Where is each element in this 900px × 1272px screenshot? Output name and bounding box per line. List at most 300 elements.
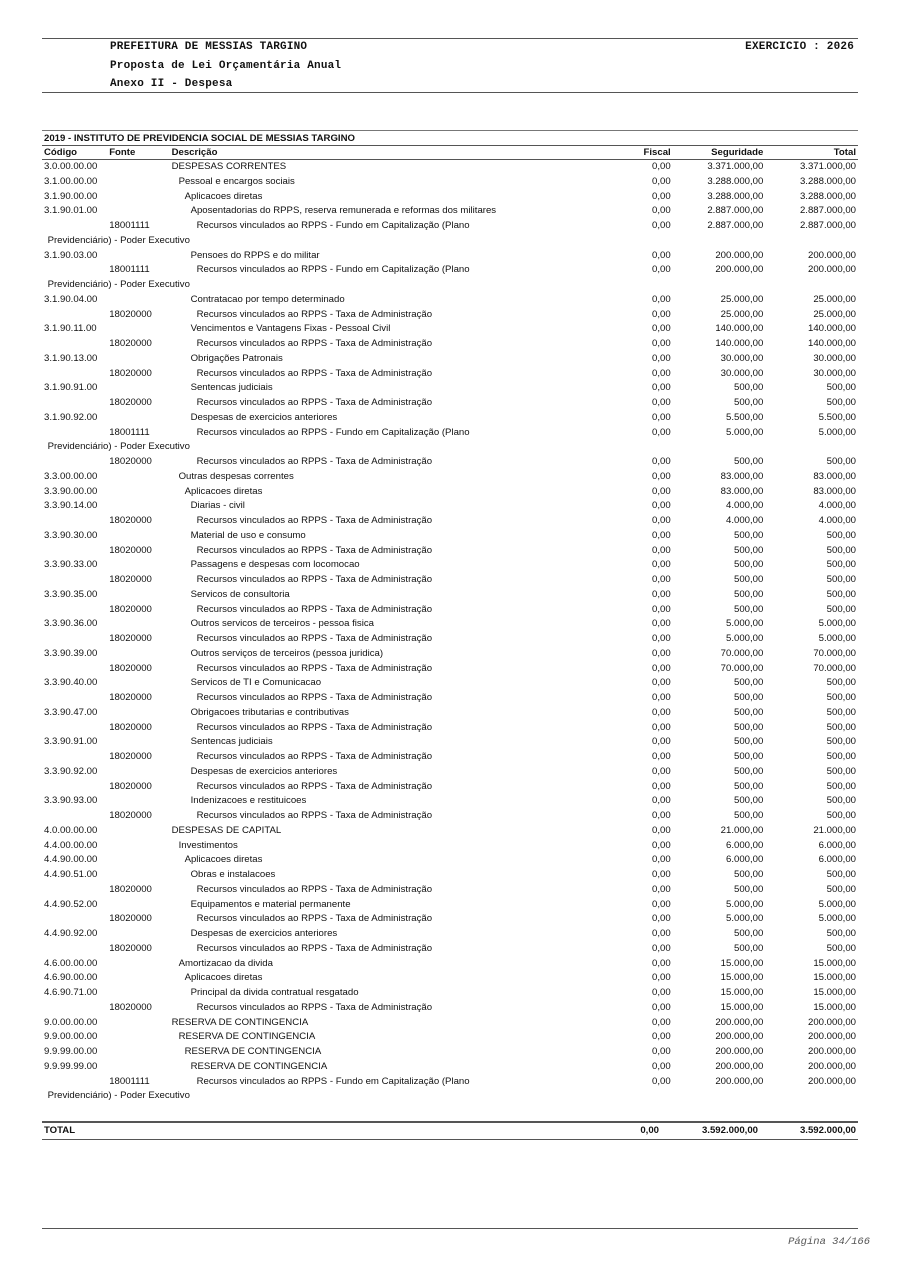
row-descricao xyxy=(170,308,612,323)
row-descricao-text: Contratacao por tempo determinado xyxy=(190,293,345,305)
row-seguridade: 500,00 xyxy=(734,721,764,733)
table-row xyxy=(42,204,858,219)
total-label: TOTAL xyxy=(44,1125,76,1136)
header-top-rule xyxy=(42,38,858,39)
row-descricao-text: Recursos vinculados ao RPPS - Fundo em Capitalização (Plano xyxy=(196,264,470,276)
table-row xyxy=(42,514,858,529)
row-descricao xyxy=(170,544,612,559)
row-total: 500,00 xyxy=(826,603,856,615)
row-descricao-text: Despesas de exercicios anteriores xyxy=(190,765,338,777)
row-fonte xyxy=(107,352,169,367)
row-fonte: 18020000 xyxy=(109,367,152,379)
table-row xyxy=(42,352,858,367)
table-row xyxy=(42,971,858,986)
table-row xyxy=(42,485,858,500)
row-fonte: 18020000 xyxy=(109,397,152,408)
row-total: 500,00 xyxy=(826,869,856,880)
row-descricao-continuation: Previdenciário) - Poder Executivo xyxy=(47,279,190,290)
row-seguridade: 3.371.000,00 xyxy=(707,161,764,172)
row-fonte: 18020000 xyxy=(109,692,152,703)
row-seguridade: 15.000,00 xyxy=(720,957,764,969)
table-row xyxy=(42,957,858,972)
row-codigo xyxy=(42,632,107,647)
row-descricao-text: Recursos vinculados ao RPPS - Taxa de Administração xyxy=(196,515,433,526)
row-fonte xyxy=(107,839,169,854)
row-total: 500,00 xyxy=(826,795,856,807)
table-row xyxy=(42,381,858,396)
row-total: 70.000,00 xyxy=(813,662,856,674)
row-fiscal: 0,00 xyxy=(652,972,671,984)
table-row xyxy=(42,676,858,691)
row-total: 15.000,00 xyxy=(813,1001,856,1013)
row-descricao xyxy=(170,603,612,618)
row-descricao xyxy=(170,1001,612,1016)
row-fonte xyxy=(107,1030,169,1045)
table-row xyxy=(42,912,858,927)
col-header-descricao: Descrição xyxy=(170,146,612,160)
row-descricao-text: Recursos vinculados ao RPPS - Taxa de Administração xyxy=(196,338,433,349)
row-fiscal: 0,00 xyxy=(652,721,671,733)
row-fiscal: 0,00 xyxy=(652,810,671,821)
table-row xyxy=(42,1075,858,1105)
row-descricao-text: Recursos vinculados ao RPPS - Fundo em Capitalização (Plano xyxy=(196,220,470,231)
row-fiscal: 0,00 xyxy=(652,426,671,438)
row-seguridade: 30.000,00 xyxy=(720,367,764,379)
row-fonte xyxy=(107,558,169,573)
table-row xyxy=(42,337,858,352)
row-codigo: 9.9.99.00.00 xyxy=(44,1046,98,1057)
row-fonte: 18020000 xyxy=(109,751,152,762)
row-fiscal: 0,00 xyxy=(652,397,671,408)
row-descricao-text: RESERVA DE CONTINGENCIA xyxy=(178,1031,316,1043)
table-row xyxy=(42,263,858,293)
row-seguridade: 500,00 xyxy=(734,795,764,807)
row-total: 500,00 xyxy=(826,456,856,467)
budget-table xyxy=(42,145,858,1104)
table-row xyxy=(42,529,858,544)
row-descricao-text: Recursos vinculados ao RPPS - Taxa de Administração xyxy=(196,367,433,379)
row-descricao-text: Servicos de TI e Comunicacao xyxy=(190,677,322,689)
table-row xyxy=(42,750,858,765)
table-row xyxy=(42,765,858,780)
total-row xyxy=(42,1121,858,1140)
row-seguridade: 500,00 xyxy=(734,544,764,556)
row-total: 140.000,00 xyxy=(807,338,856,349)
row-codigo xyxy=(42,721,107,736)
section-top-rule xyxy=(42,130,858,131)
row-seguridade: 3.288.000,00 xyxy=(707,190,764,202)
row-descricao xyxy=(170,824,612,839)
table-row xyxy=(42,735,858,750)
row-fiscal: 0,00 xyxy=(652,647,671,659)
row-descricao-text: Recursos vinculados ao RPPS - Taxa de Administração xyxy=(196,721,433,733)
row-descricao-text: Recursos vinculados ao RPPS - Taxa de Administração xyxy=(196,574,433,585)
row-fiscal: 0,00 xyxy=(652,367,671,379)
row-fonte xyxy=(107,249,169,264)
row-total: 5.000,00 xyxy=(818,426,856,438)
table-row xyxy=(42,190,858,205)
row-fonte: 18020000 xyxy=(109,338,152,349)
row-seguridade: 500,00 xyxy=(734,942,764,954)
row-seguridade: 5.000,00 xyxy=(725,426,764,438)
row-fonte: 18020000 xyxy=(109,544,152,556)
row-fonte xyxy=(107,706,169,721)
row-seguridade: 6.000,00 xyxy=(725,854,764,866)
row-descricao xyxy=(170,293,612,308)
row-codigo: 3.3.90.92.00 xyxy=(44,765,98,777)
row-descricao-text: Investimentos xyxy=(178,839,238,851)
row-total: 500,00 xyxy=(826,883,856,895)
table-row xyxy=(42,396,858,411)
row-descricao xyxy=(170,573,612,588)
row-seguridade: 500,00 xyxy=(734,588,764,600)
row-descricao-text: Pessoal e encargos sociais xyxy=(178,175,295,187)
row-fonte xyxy=(107,647,169,662)
row-fiscal: 0,00 xyxy=(652,839,671,851)
row-fonte xyxy=(107,411,169,426)
row-codigo xyxy=(42,912,107,927)
row-fiscal: 0,00 xyxy=(652,456,671,467)
row-total: 83.000,00 xyxy=(813,485,856,497)
row-descricao xyxy=(170,617,612,632)
row-total: 200.000,00 xyxy=(807,1075,856,1087)
row-descricao-continuation: Previdenciário) - Poder Executivo xyxy=(47,1090,190,1102)
table-row xyxy=(42,706,858,721)
row-seguridade: 500,00 xyxy=(734,780,764,792)
row-descricao xyxy=(170,204,612,219)
annex-title: Anexo II - Despesa xyxy=(110,78,233,90)
row-codigo: 4.6.90.00.00 xyxy=(44,972,98,984)
table-row xyxy=(42,603,858,618)
row-fonte: 18020000 xyxy=(109,1001,152,1013)
row-total: 30.000,00 xyxy=(813,367,856,379)
row-codigo: 4.6.90.71.00 xyxy=(44,987,98,998)
row-descricao-text: Equipamentos e material permanente xyxy=(190,898,351,910)
row-fonte: 18020000 xyxy=(109,308,152,320)
row-descricao-text: Recursos vinculados ao RPPS - Taxa de Administração xyxy=(196,456,433,467)
row-codigo xyxy=(42,1001,107,1016)
row-total: 25.000,00 xyxy=(813,308,856,320)
row-total: 3.288.000,00 xyxy=(799,175,856,187)
row-descricao-text: Vencimentos e Vantagens Fixas - Pessoal Civil xyxy=(190,323,391,335)
row-codigo: 3.3.90.30.00 xyxy=(44,529,98,541)
row-codigo: 3.3.90.40.00 xyxy=(44,677,98,689)
row-descricao-text: Outras despesas correntes xyxy=(178,470,294,482)
header-bottom-rule xyxy=(42,92,858,93)
row-descricao-text: Aplicacoes diretas xyxy=(184,972,263,984)
row-seguridade: 5.000,00 xyxy=(725,618,764,630)
row-total: 140.000,00 xyxy=(807,323,856,335)
row-codigo: 3.0.00.00.00 xyxy=(44,161,98,172)
row-fiscal: 0,00 xyxy=(652,883,671,895)
row-fonte: 18020000 xyxy=(109,662,152,674)
row-codigo xyxy=(42,308,107,323)
row-fonte xyxy=(107,499,169,514)
row-descricao-text: Recursos vinculados ao RPPS - Taxa de Administração xyxy=(196,913,433,925)
row-fiscal: 0,00 xyxy=(652,942,671,954)
row-fiscal: 0,00 xyxy=(652,1001,671,1013)
row-fonte: 18001111 xyxy=(109,220,150,231)
row-descricao-text: Recursos vinculados ao RPPS - Fundo em Capitalização (Plano xyxy=(196,426,470,438)
row-seguridade: 200.000,00 xyxy=(715,1060,764,1072)
row-fiscal: 0,00 xyxy=(652,249,671,261)
row-fiscal: 0,00 xyxy=(652,957,671,969)
row-seguridade: 25.000,00 xyxy=(720,308,764,320)
row-total: 3.288.000,00 xyxy=(799,190,856,202)
row-total: 25.000,00 xyxy=(813,293,856,305)
row-seguridade: 500,00 xyxy=(734,810,764,821)
row-descricao-continuation: Previdenciário) - Poder Executivo xyxy=(47,441,190,453)
row-seguridade: 200.000,00 xyxy=(715,264,764,276)
table-row xyxy=(42,558,858,573)
row-seguridade: 500,00 xyxy=(734,765,764,777)
row-total: 200.000,00 xyxy=(807,1046,856,1057)
row-codigo xyxy=(42,662,107,677)
row-total: 500,00 xyxy=(826,382,856,394)
row-total: 500,00 xyxy=(826,928,856,939)
row-fonte: 18020000 xyxy=(109,913,152,925)
row-fiscal: 0,00 xyxy=(652,692,671,703)
table-row xyxy=(42,175,858,190)
row-codigo xyxy=(42,337,107,352)
row-seguridade: 500,00 xyxy=(734,692,764,703)
row-fiscal: 0,00 xyxy=(652,338,671,349)
row-seguridade: 15.000,00 xyxy=(720,1001,764,1013)
row-total: 30.000,00 xyxy=(813,352,856,364)
row-descricao-text: Recursos vinculados ao RPPS - Taxa de Administração xyxy=(196,692,433,703)
row-seguridade: 500,00 xyxy=(734,869,764,880)
row-seguridade: 21.000,00 xyxy=(720,824,764,836)
row-total: 15.000,00 xyxy=(813,987,856,998)
row-seguridade: 500,00 xyxy=(734,529,764,541)
table-row xyxy=(42,1030,858,1045)
row-fiscal: 0,00 xyxy=(652,603,671,615)
table-row xyxy=(42,249,858,264)
row-total: 70.000,00 xyxy=(813,647,856,659)
row-total: 200.000,00 xyxy=(807,264,856,276)
row-descricao xyxy=(170,367,612,382)
row-fiscal: 0,00 xyxy=(652,1046,671,1057)
row-descricao xyxy=(170,1016,612,1031)
row-codigo: 3.1.90.00.00 xyxy=(44,190,98,202)
row-total: 500,00 xyxy=(826,751,856,762)
row-codigo: 4.4.00.00.00 xyxy=(44,839,98,851)
row-descricao xyxy=(170,411,612,426)
row-fonte xyxy=(107,529,169,544)
row-total: 500,00 xyxy=(826,559,856,571)
row-seguridade: 200.000,00 xyxy=(715,249,764,261)
row-descricao-text: Aplicacoes diretas xyxy=(184,190,263,202)
table-row xyxy=(42,824,858,839)
row-seguridade: 140.000,00 xyxy=(715,338,764,349)
row-descricao-text: Obrigações Patronais xyxy=(190,352,283,364)
table-row xyxy=(42,544,858,559)
table-row xyxy=(42,499,858,514)
row-codigo: 3.3.90.93.00 xyxy=(44,795,98,807)
row-seguridade: 5.500,00 xyxy=(725,411,764,423)
row-total: 500,00 xyxy=(826,721,856,733)
row-seguridade: 15.000,00 xyxy=(720,972,764,984)
row-descricao xyxy=(170,190,612,205)
row-fiscal: 0,00 xyxy=(652,618,671,630)
row-fonte: 18020000 xyxy=(109,633,152,644)
table-row xyxy=(42,588,858,603)
row-descricao xyxy=(170,588,612,603)
table-row xyxy=(42,794,858,809)
row-fonte: 18020000 xyxy=(109,810,152,821)
row-fiscal: 0,00 xyxy=(652,485,671,497)
row-descricao-text: Obrigacoes tributarias e contributivas xyxy=(190,706,349,718)
row-fiscal: 0,00 xyxy=(652,633,671,644)
row-descricao xyxy=(170,898,612,913)
row-fonte: 18001111 xyxy=(109,1075,150,1087)
table-row xyxy=(42,470,858,485)
row-seguridade: 25.000,00 xyxy=(720,293,764,305)
row-fiscal: 0,00 xyxy=(652,854,671,866)
row-fiscal: 0,00 xyxy=(652,987,671,998)
row-fonte xyxy=(107,986,169,1001)
row-descricao-text: Aposentadorias do RPPS, reserva remunerada e reformas dos militares xyxy=(190,205,497,217)
table-row xyxy=(42,647,858,662)
row-codigo xyxy=(42,396,107,411)
row-seguridade: 5.000,00 xyxy=(725,633,764,644)
row-codigo: 3.3.00.00.00 xyxy=(44,470,98,482)
row-descricao-text: Recursos vinculados ao RPPS - Taxa de Administração xyxy=(196,883,433,895)
row-fonte xyxy=(107,676,169,691)
row-fonte xyxy=(107,824,169,839)
row-codigo xyxy=(42,603,107,618)
row-codigo: 3.1.90.11.00 xyxy=(44,323,97,335)
row-total: 4.000,00 xyxy=(818,515,856,526)
table-row xyxy=(42,293,858,308)
row-descricao xyxy=(170,322,612,337)
exercise-year: EXERCICIO : 2026 xyxy=(745,41,854,53)
row-codigo: 9.9.99.99.00 xyxy=(44,1060,98,1072)
row-descricao xyxy=(170,249,612,264)
row-codigo: 4.6.00.00.00 xyxy=(44,957,98,969)
row-total: 500,00 xyxy=(826,397,856,408)
row-descricao-text: Obras e instalacoes xyxy=(190,869,276,880)
row-fonte xyxy=(107,588,169,603)
row-codigo: 3.3.90.35.00 xyxy=(44,588,98,600)
row-descricao-text: Servicos de consultoria xyxy=(190,588,290,600)
row-descricao xyxy=(170,381,612,396)
row-codigo: 3.1.90.01.00 xyxy=(44,205,98,217)
row-codigo xyxy=(42,455,107,470)
row-total: 5.000,00 xyxy=(818,898,856,910)
row-fiscal: 0,00 xyxy=(652,411,671,423)
row-descricao xyxy=(170,337,612,352)
row-codigo: 3.3.90.91.00 xyxy=(44,736,98,748)
row-descricao-text: Aplicacoes diretas xyxy=(184,485,263,497)
table-row xyxy=(42,868,858,883)
row-codigo xyxy=(42,780,107,795)
row-descricao-text: Recursos vinculados ao RPPS - Taxa de Administração xyxy=(196,780,433,792)
row-total: 6.000,00 xyxy=(818,839,856,851)
row-fonte xyxy=(107,1045,169,1060)
col-header-codigo: Código xyxy=(42,146,107,160)
table-row xyxy=(42,691,858,706)
row-codigo: 9.9.00.00.00 xyxy=(44,1031,98,1043)
row-fiscal: 0,00 xyxy=(652,574,671,585)
row-descricao-text: Principal da divida contratual resgatado xyxy=(190,987,359,998)
row-codigo: 3.1.90.92.00 xyxy=(44,411,98,423)
row-seguridade: 3.288.000,00 xyxy=(707,175,764,187)
row-fonte xyxy=(107,927,169,942)
row-fonte xyxy=(107,868,169,883)
table-row xyxy=(42,809,858,824)
table-body xyxy=(42,160,858,1105)
table-row xyxy=(42,883,858,898)
row-codigo: 3.3.90.33.00 xyxy=(44,559,98,571)
row-fiscal: 0,00 xyxy=(652,190,671,202)
row-fonte xyxy=(107,957,169,972)
row-fonte xyxy=(107,485,169,500)
row-fonte xyxy=(107,204,169,219)
row-descricao-text: Recursos vinculados ao RPPS - Taxa de Administração xyxy=(196,603,433,615)
row-fonte xyxy=(107,617,169,632)
row-descricao-text: Recursos vinculados ao RPPS - Fundo em Capitalização (Plano xyxy=(196,1075,470,1087)
row-fiscal: 0,00 xyxy=(652,559,671,571)
row-descricao-text: Despesas de exercicios anteriores xyxy=(190,928,338,939)
row-fiscal: 0,00 xyxy=(652,824,671,836)
table-row xyxy=(42,1001,858,1016)
row-seguridade: 500,00 xyxy=(734,751,764,762)
row-total: 500,00 xyxy=(826,810,856,821)
row-seguridade: 500,00 xyxy=(734,677,764,689)
footer-rule xyxy=(42,1228,858,1229)
row-descricao xyxy=(170,396,612,411)
row-fonte: 18020000 xyxy=(109,574,152,585)
row-seguridade: 5.000,00 xyxy=(725,898,764,910)
row-descricao xyxy=(170,470,612,485)
table-row xyxy=(42,219,858,249)
col-header-fonte: Fonte xyxy=(107,146,169,160)
row-seguridade: 4.000,00 xyxy=(725,500,764,512)
row-fiscal: 0,00 xyxy=(652,382,671,394)
row-descricao xyxy=(170,1045,612,1060)
row-total: 3.371.000,00 xyxy=(799,161,856,172)
total-total: 3.592.000,00 xyxy=(799,1125,856,1136)
row-descricao-text: Sentencas judiciais xyxy=(190,382,273,394)
row-total: 200.000,00 xyxy=(807,1016,856,1028)
row-fiscal: 0,00 xyxy=(652,352,671,364)
row-codigo xyxy=(42,883,107,898)
row-descricao-text: Outros serviços de terceiros (pessoa juridica) xyxy=(190,647,384,659)
row-codigo xyxy=(42,367,107,382)
row-fonte: 18020000 xyxy=(109,603,152,615)
row-fonte: 18020000 xyxy=(109,780,152,792)
row-descricao-text: DESPESAS CORRENTES xyxy=(171,161,287,172)
row-descricao-text: Recursos vinculados ao RPPS - Taxa de Administração xyxy=(196,810,433,821)
row-descricao xyxy=(170,558,612,573)
row-descricao-text: Outros servicos de terceiros - pessoa fisica xyxy=(190,618,374,630)
row-fonte xyxy=(107,190,169,205)
row-codigo: 3.3.90.14.00 xyxy=(44,500,98,512)
row-fiscal: 0,00 xyxy=(652,677,671,689)
row-fiscal: 0,00 xyxy=(652,544,671,556)
row-codigo xyxy=(42,544,107,559)
row-total: 2.887.000,00 xyxy=(799,205,856,217)
row-fonte xyxy=(107,1016,169,1031)
row-fiscal: 0,00 xyxy=(652,765,671,777)
row-descricao xyxy=(170,175,612,190)
row-fiscal: 0,00 xyxy=(652,736,671,748)
row-total: 500,00 xyxy=(826,765,856,777)
row-total: 500,00 xyxy=(826,780,856,792)
row-fiscal: 0,00 xyxy=(652,470,671,482)
row-total: 4.000,00 xyxy=(818,500,856,512)
